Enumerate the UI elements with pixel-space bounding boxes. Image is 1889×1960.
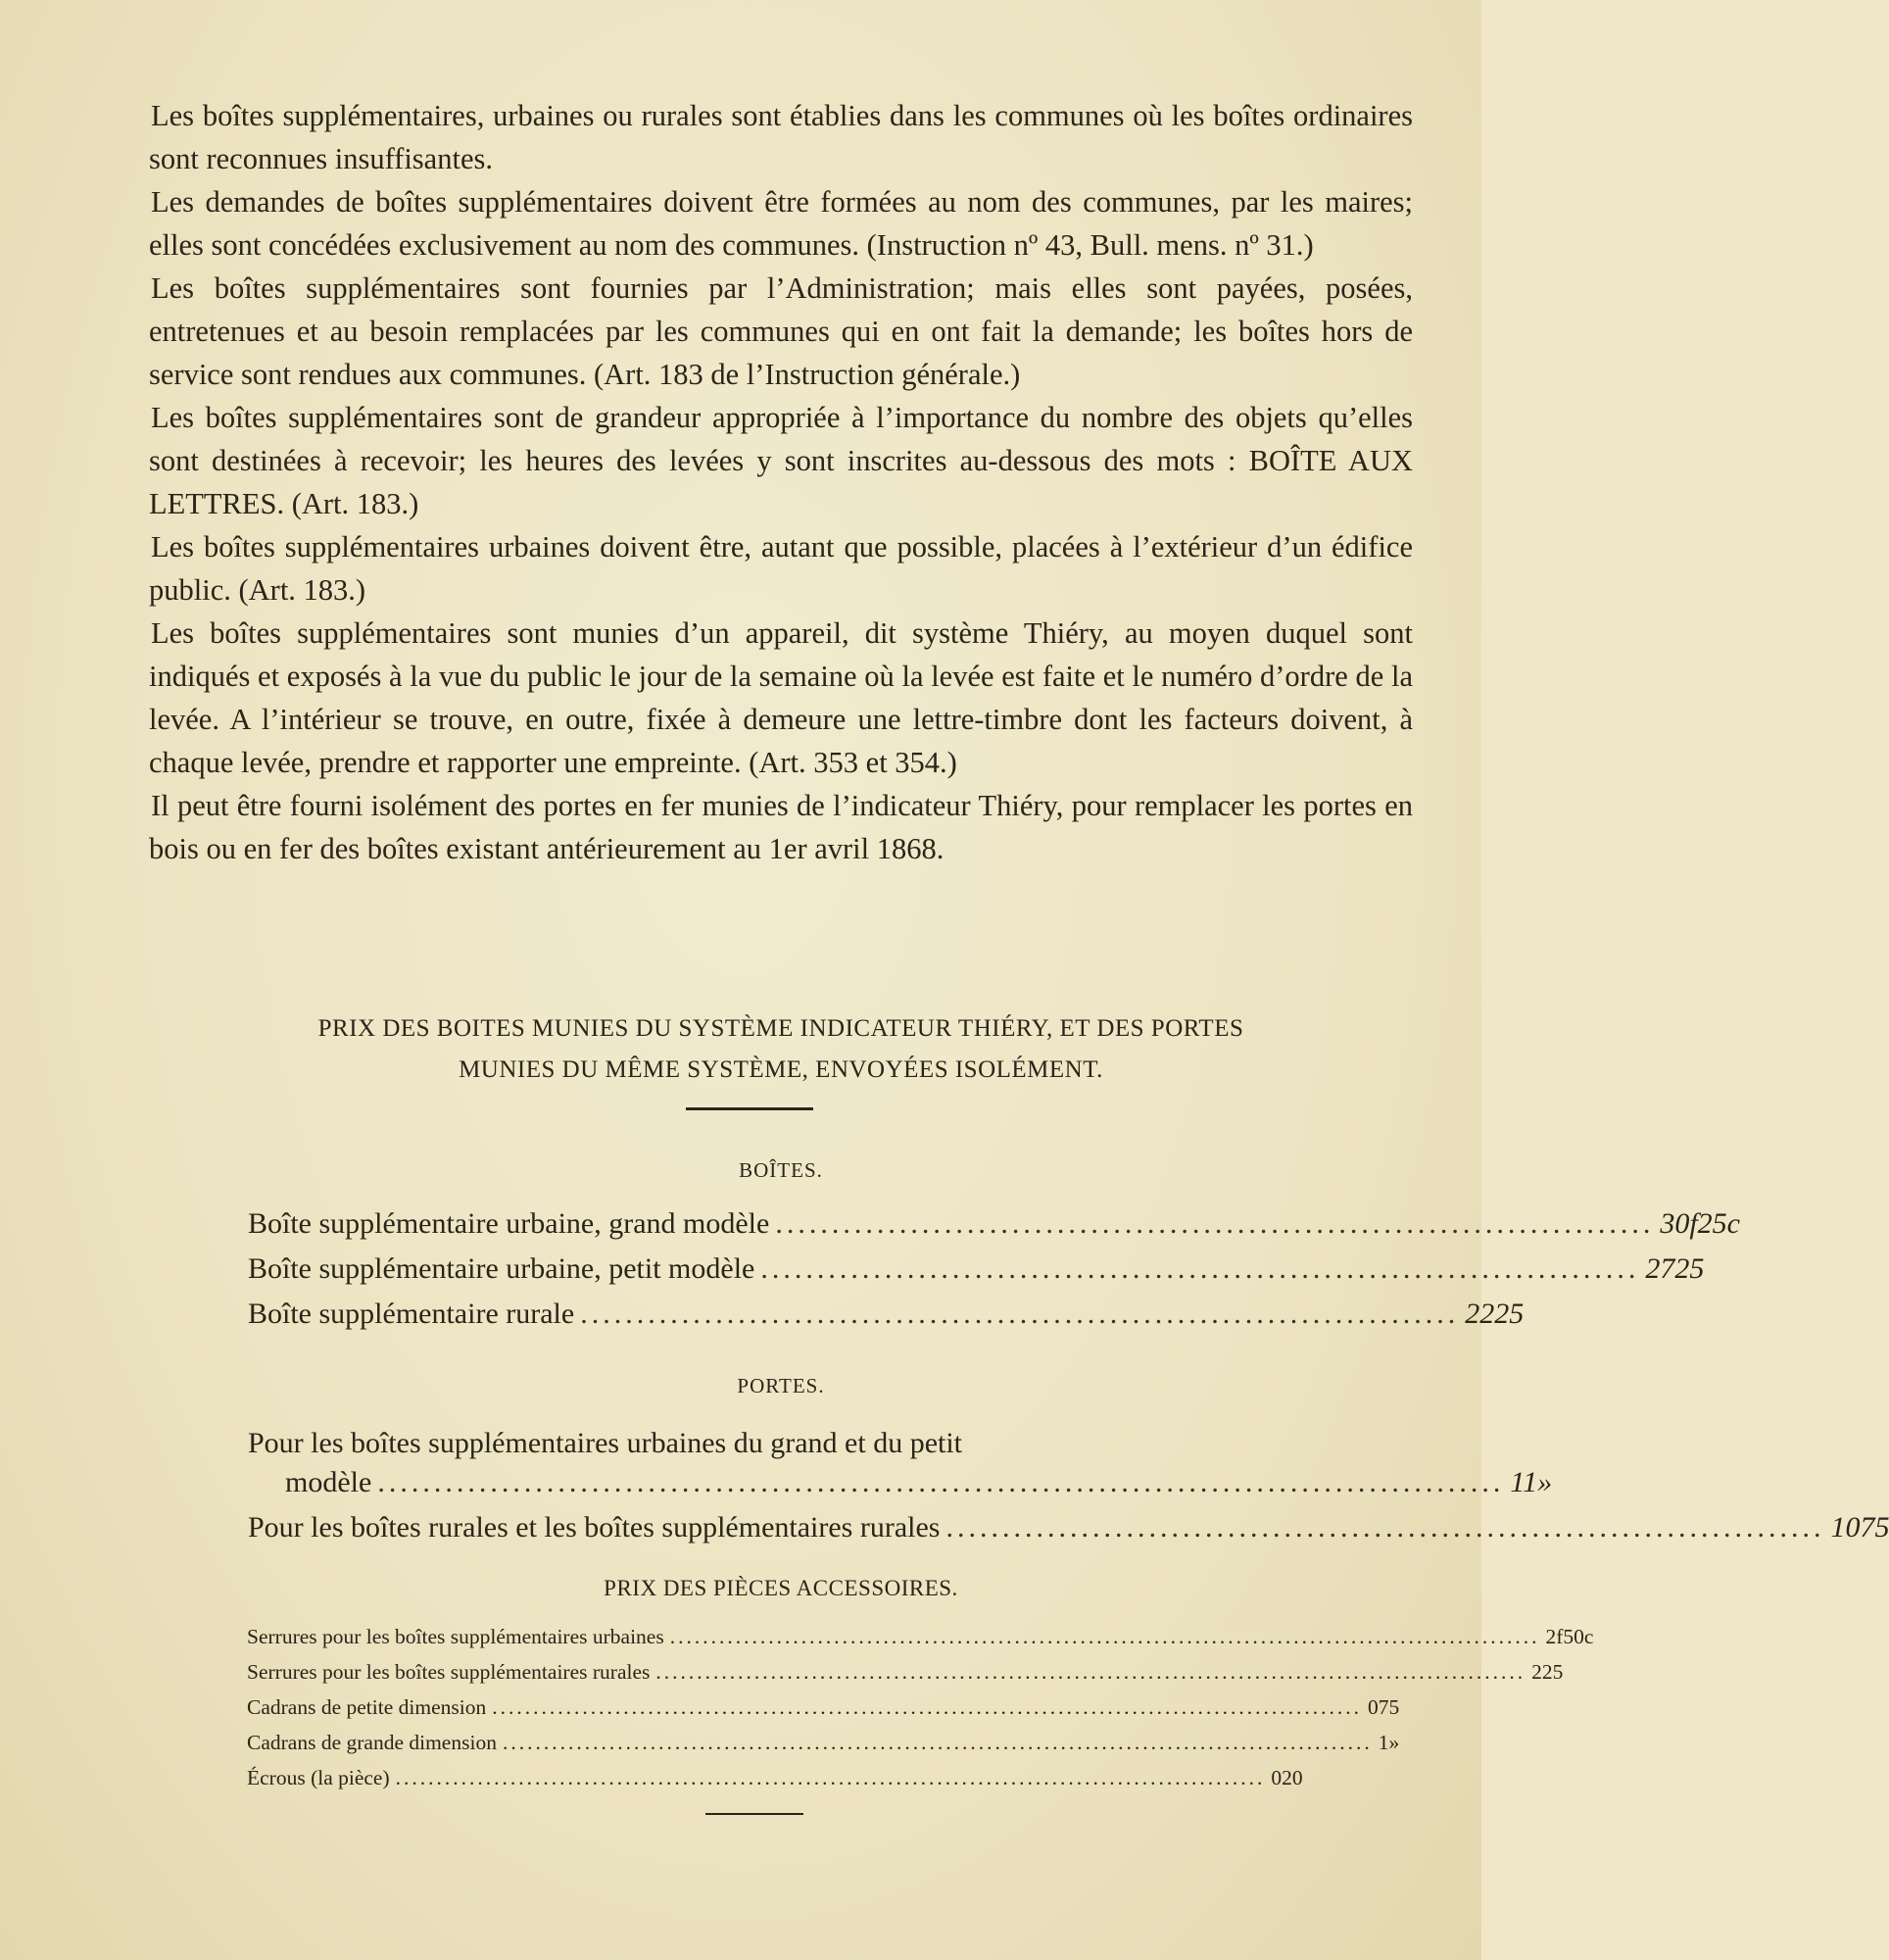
- leader-dots: ..........................................................................................................: [502, 1731, 1373, 1754]
- leader-dots: ..........................................................................................................: [655, 1660, 1526, 1684]
- item-cents: 20: [1282, 1766, 1303, 1789]
- item-francs: 10: [1830, 1511, 1861, 1544]
- leader-dots: ..........................................................................................................: [669, 1625, 1540, 1648]
- section-title-portes: PORTES.: [737, 1374, 825, 1397]
- item-cents: 50c: [1563, 1625, 1594, 1648]
- item-cents: 25: [1494, 1298, 1525, 1330]
- item-label: Cadrans de petite dimension: [247, 1695, 487, 1719]
- leader-dots: ..............................................................................: [945, 1511, 1825, 1544]
- item-label: Pour les boîtes rurales et les boîtes supplémentaires rurales: [248, 1511, 941, 1544]
- item-label: Cadrans de grande dimension: [247, 1731, 497, 1754]
- item-cents: 25c: [1697, 1207, 1740, 1240]
- paragraph-6: Les boîtes supplémentaires sont munies d’un appareil, dit système Thiéry, au moyen duquel sont indiqués et exposés à la vue du public le jour de la semaine où la levée est faite et le numéro d’ordre de la levée. A l’intérieur se trouve, en outre, fixée à demeure une lettre-timbre dont les facteurs doivent, à chaque levée, prendre et rapporter une empreinte. (Art. 353 et 354.): [149, 616, 1413, 779]
- item-cents: 25: [1541, 1660, 1564, 1684]
- end-rule: [705, 1813, 803, 1815]
- leader-dots: ....................................................................................................: [377, 1466, 1505, 1498]
- item-francs: 2f: [1545, 1625, 1564, 1648]
- item-label: Boîte supplémentaire urbaine, petit modèle: [248, 1252, 755, 1285]
- item-cents: 25: [1674, 1252, 1705, 1285]
- item-francs: 22: [1465, 1298, 1495, 1330]
- item-label: Boîte supplémentaire urbaine, grand modèle: [248, 1207, 770, 1240]
- accessory-row: [247, 1660, 1564, 1691]
- paragraph-4: Les boîtes supplémentaires sont de grandeur appropriée à l’importance du nombre des objets qu’elles sont destinées à recevoir; les heures des levées y sont inscrites au-dessous des mots : BOÎTE AUX LETTRES. (Art. 183.): [149, 401, 1413, 520]
- item-label: Serrures pour les boîtes supplémentaires rurales: [247, 1660, 651, 1684]
- accessory-row: [247, 1731, 1400, 1762]
- leader-dots: ..........................................................................................................: [395, 1766, 1266, 1789]
- paragraph-7: Il peut être fourni isolément des portes en fer munies de l’indicateur Thiéry, pour remplacer les portes en bois ou en fer des boîtes existant antérieurement au 1er avril 1868.: [149, 789, 1413, 865]
- item-label: Boîte supplémentaire rurale: [248, 1298, 575, 1330]
- item-label: Écrous (la pièce): [247, 1766, 390, 1789]
- item-francs: 0: [1367, 1695, 1379, 1719]
- body-text: [149, 94, 1413, 870]
- item-cents: »: [1388, 1731, 1400, 1754]
- price-row: [248, 1252, 1705, 1296]
- price-row-label-line: [248, 1427, 1277, 1470]
- item-cents: »: [1537, 1466, 1553, 1498]
- item-francs: 30f: [1660, 1207, 1698, 1240]
- item-francs: 27: [1645, 1252, 1675, 1285]
- accessory-row: [247, 1695, 1400, 1727]
- item-francs: 2: [1531, 1660, 1542, 1684]
- leader-dots: ..............................................................................: [775, 1207, 1655, 1240]
- item-francs: 11: [1510, 1466, 1538, 1498]
- paragraph-5: Les boîtes supplémentaires urbaines doivent être, autant que possible, placées à l’extérieur d’un édifice public. (Art. 183.): [149, 530, 1413, 607]
- price-row: [248, 1511, 1889, 1554]
- section-title-boites: BOÎTES.: [739, 1158, 823, 1182]
- item-cents: 75: [1378, 1695, 1400, 1719]
- paragraph-1: Les boîtes supplémentaires, urbaines ou rurales sont établies dans les communes où les boîtes ordinaires sont reconnues insuffisantes.: [149, 99, 1413, 175]
- item-label: Serrures pour les boîtes supplémentaires urbaines: [247, 1625, 664, 1648]
- paragraph-3: Les boîtes supplémentaires sont fournies par l’Administration; mais elles sont payées, posées, entretenues et au besoin remplacées par les communes qui en ont fait la demande; les boîtes hors de service sont rendues aux communes. (Art. 183 de l’Instruction générale.): [149, 271, 1413, 391]
- price-row: [248, 1298, 1525, 1341]
- leader-dots: ..............................................................................: [580, 1298, 1460, 1330]
- item-label: modèle: [285, 1466, 372, 1498]
- price-heading-line-1: PRIX DES BOITES MUNIES DU SYSTÈME INDICATEUR THIÉRY, ET DES PORTES: [317, 1015, 1244, 1042]
- accessory-row: [247, 1625, 1594, 1656]
- leader-dots: ..........................................................................................................: [492, 1695, 1362, 1719]
- item-francs: 1: [1378, 1731, 1389, 1754]
- price-heading-line-2: MUNIES DU MÊME SYSTÈME, ENVOYÉES ISOLÉMENT.: [459, 1056, 1103, 1083]
- paragraph-2: Les demandes de boîtes supplémentaires doivent être formées au nom des communes, par les maires; elles sont concédées exclusivement au nom des communes. (Instruction nº 43, Bull. mens. nº 31.): [149, 185, 1413, 262]
- leader-dots: ..............................................................................: [760, 1252, 1640, 1285]
- divider-rule: [686, 1107, 813, 1110]
- item-cents: 75: [1860, 1511, 1889, 1544]
- price-row: [248, 1207, 1740, 1250]
- price-row: [285, 1466, 1553, 1509]
- section-title-accessoires: PRIX DES PIÈCES ACCESSOIRES.: [604, 1576, 958, 1600]
- accessory-row: [247, 1766, 1303, 1797]
- item-label: Pour les boîtes supplémentaires urbaines du grand et du petit: [248, 1427, 963, 1459]
- item-francs: 0: [1271, 1766, 1283, 1789]
